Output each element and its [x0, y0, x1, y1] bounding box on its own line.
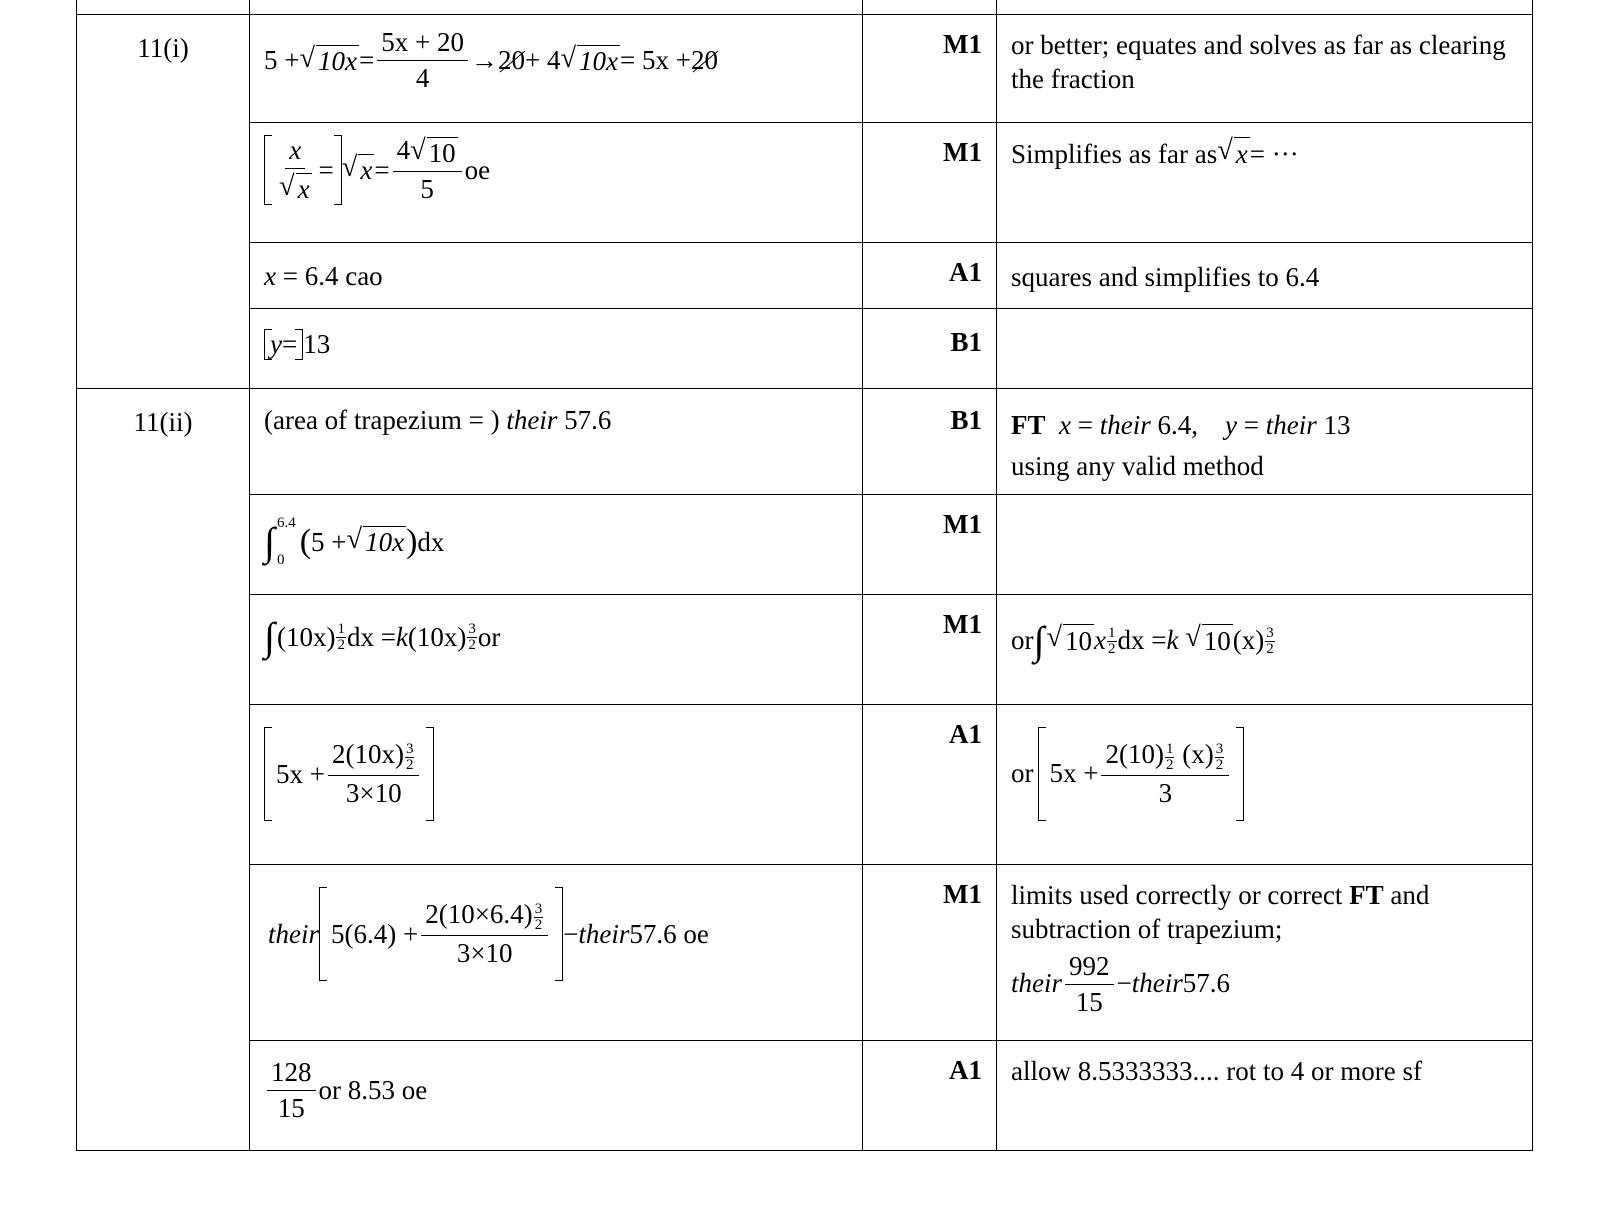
answer-text: 5(6.4) + — [331, 918, 419, 949]
table-row — [77, 309, 1533, 389]
table-row — [77, 0, 1533, 15]
exponent-numerator: 1 — [1108, 624, 1116, 641]
answer-text: or — [477, 621, 501, 652]
answer-text: 5 + — [311, 526, 347, 557]
answer-cell — [250, 595, 863, 705]
guidance-text: subtraction of trapezium; — [1011, 913, 1283, 944]
guidance-text: 13 — [1316, 410, 1351, 440]
fraction-denominator: 15 — [277, 1093, 305, 1124]
fraction-numerator: 2(10×6.4) — [425, 899, 533, 929]
table-row — [77, 495, 1533, 595]
guidance-cell — [997, 389, 1533, 495]
fraction-numerator: 2(10x) — [331, 739, 404, 769]
exponent-denominator: 2 — [1108, 640, 1116, 657]
guidance-text: or — [1011, 758, 1034, 789]
table-row — [77, 865, 1533, 1041]
sqrt-term: 10 — [1202, 624, 1233, 659]
answer-text: − — [563, 918, 579, 949]
guidance-text: allow 8.5333333.... rot to 4 or more sf — [997, 1041, 1533, 1151]
answer-cell — [250, 1041, 863, 1151]
guidance-text: = — [1236, 410, 1266, 440]
guidance-text: k — [1166, 625, 1179, 656]
fraction-denominator: 15 — [1075, 986, 1103, 1017]
answer-text: = — [359, 45, 375, 76]
guidance-text: (x) — [1232, 625, 1265, 656]
fraction-numerator: 992 — [1065, 951, 1114, 985]
answer-cell — [250, 309, 863, 389]
mark-code: M1 — [863, 865, 997, 1041]
answer-text: ( — [299, 523, 312, 560]
guidance-text: = ··· — [1249, 138, 1299, 169]
guidance-text: x — [1059, 410, 1071, 440]
answer-text: x — [264, 261, 276, 291]
guidance-cell — [997, 865, 1533, 1041]
sqrt-term: x — [360, 155, 373, 186]
answer-text: = 5x + — [620, 45, 691, 76]
guidance-text: their — [1265, 410, 1317, 440]
guidance-text: FT — [1349, 880, 1384, 910]
exponent-denominator: 2 — [1165, 757, 1174, 773]
arrow-icon: → — [471, 45, 498, 76]
answer-cell: x √ x = √ x = 4 √ 10 5 oe — [250, 123, 863, 243]
guidance-text: x — [1094, 625, 1107, 656]
integral-upper-limit: 6.4 — [276, 515, 296, 531]
guidance-text: squares and simplifies to 6.4 — [997, 243, 1533, 309]
answer-text: (10x) — [407, 621, 467, 652]
table-row — [77, 243, 1533, 309]
sqrt-term: x — [297, 174, 310, 205]
sqrt-term: 10x — [318, 45, 358, 76]
exponent-denominator: 2 — [468, 636, 476, 653]
exponent-denominator: 2 — [534, 917, 543, 933]
answer-cell: ∫ 6.4 0 ( 5 + √ 10x ) dx — [250, 495, 863, 595]
guidance-text: Simplifies as far as — [1011, 138, 1218, 169]
fraction-numerator: 5x + 20 — [377, 27, 468, 61]
guidance-text: − — [1116, 968, 1132, 999]
integral-lower-limit: 0 — [276, 552, 285, 568]
answer-text: + 4 — [525, 45, 561, 76]
exponent-numerator: 1 — [337, 620, 345, 637]
answer-text: dx — [417, 526, 445, 557]
exponent-numerator: 3 — [534, 901, 543, 917]
fraction-numerator: 128 — [267, 1057, 316, 1091]
guidance-text: using any valid method — [1011, 450, 1264, 481]
answer-text: 57.6 oe — [629, 918, 709, 949]
fraction-denominator: 4 — [415, 63, 430, 94]
answer-text: 13 — [303, 329, 331, 359]
answer-text: their — [268, 918, 319, 949]
guidance-text: or — [1011, 625, 1034, 656]
guidance-text: 6.4, — [1150, 410, 1198, 440]
optional-bracket: x √ x = — [264, 135, 342, 205]
guidance-text: y — [1224, 410, 1237, 440]
answer-text: y — [270, 329, 282, 359]
table-row — [77, 15, 1533, 123]
integral-icon: ∫ — [1033, 618, 1045, 663]
guidance-text: dx = — [1117, 625, 1167, 656]
guidance-cell: Simplifies as far as √ x = ··· — [997, 123, 1533, 243]
answer-text: = — [281, 329, 298, 359]
exponent-numerator: 3 — [1266, 624, 1274, 641]
guidance-text: limits used correctly or correct — [1011, 880, 1350, 910]
exponent-denominator: 2 — [405, 757, 414, 773]
answer-cell — [250, 705, 863, 865]
answer-text: 57.6 — [557, 405, 612, 435]
answer-text: oe — [464, 154, 491, 185]
answer-text: their — [506, 405, 558, 435]
guidance-text: and — [1383, 880, 1430, 910]
integral-icon: ∫ — [264, 614, 275, 659]
sqrt-term: 10x — [579, 45, 619, 76]
table-row — [77, 595, 1533, 705]
sqrt-term: 10 — [1063, 624, 1094, 659]
exponent-denominator: 2 — [1215, 757, 1224, 773]
integral-icon: ∫ — [264, 519, 275, 564]
guidance-text: FT — [1011, 410, 1046, 440]
answer-text: (area of trapezium = ) — [264, 405, 507, 435]
answer-text: or 8.53 oe — [318, 1075, 428, 1106]
answer-cell — [250, 865, 863, 1041]
guidance-text: = — [1071, 410, 1100, 440]
answer-text: (10x) — [276, 621, 336, 652]
table-row — [77, 705, 1533, 865]
answer-text: = 6.4 cao — [275, 261, 383, 291]
table-row — [77, 389, 1533, 495]
answer-text: = — [374, 154, 390, 185]
exponent-denominator: 2 — [1266, 640, 1274, 657]
guidance-text: 57.6 — [1182, 968, 1230, 999]
guidance-text: or better; equates and solves as far as clearing the fraction — [997, 15, 1533, 123]
sqrt-term: 10x — [365, 527, 405, 557]
answer-text: k — [395, 621, 408, 652]
answer-text: dx = — [346, 621, 396, 652]
mark-code: A1 — [863, 1041, 997, 1151]
guidance-cell — [997, 705, 1533, 865]
fraction-numerator: (x) — [1175, 739, 1214, 769]
answer-text: 4 — [396, 135, 411, 165]
sqrt-term: 10 — [428, 138, 456, 168]
answer-cell: 5 + √ 10x = $\frac{5x + 20}{4}$ → 20 + 4 √ 10x = 5x + 20 — [250, 15, 863, 123]
mark-scheme-table — [76, 0, 1533, 1151]
exponent-numerator: 1 — [1165, 741, 1174, 757]
fraction-denominator: 3×10 — [456, 938, 513, 968]
mark-code: B1 — [863, 309, 997, 389]
mark-code: B1 — [863, 389, 997, 495]
guidance-text: 5x + — [1049, 758, 1099, 789]
mark-code: A1 — [863, 243, 997, 309]
guidance-text: their — [1099, 410, 1151, 440]
mark-code: M1 — [863, 495, 997, 595]
mark-code: A1 — [863, 705, 997, 865]
fraction-denominator: 5 — [420, 174, 434, 205]
exponent-numerator: 3 — [468, 620, 476, 637]
answer-cell — [250, 243, 863, 309]
mark-code: M1 — [863, 15, 997, 123]
sqrt-term: x — [1234, 137, 1250, 172]
guidance-text: their — [1011, 968, 1062, 999]
mark-code: M1 — [863, 595, 997, 705]
fraction-denominator: 3×10 — [345, 778, 402, 808]
guidance-text: their — [1131, 968, 1183, 999]
struck-term: 20 — [691, 45, 718, 76]
answer-text: their — [578, 918, 630, 949]
fraction-numerator: x — [285, 135, 305, 169]
answer-text: ) — [406, 523, 418, 560]
mark-code: M1 — [863, 123, 997, 243]
fraction-denominator: 3 — [1158, 778, 1173, 808]
question-number: 11(ii) — [77, 389, 250, 1151]
answer-text: = — [318, 154, 334, 185]
table-row — [77, 1041, 1533, 1151]
exponent-numerator: 3 — [405, 741, 414, 757]
exponent-numerator: 3 — [1215, 741, 1224, 757]
struck-term: 20 — [498, 45, 525, 76]
guidance-cell: or ∫ √ 10 x $\frac{1}{2}$ dx = k √ 10 (x) $\frac{3}{2}$ — [997, 595, 1533, 705]
question-number: 11(i) — [77, 15, 250, 389]
answer-text: 5 + — [264, 45, 300, 76]
answer-cell — [250, 389, 863, 495]
exponent-denominator: 2 — [337, 636, 345, 653]
table-row — [77, 123, 1533, 243]
answer-text: 5x + — [276, 758, 325, 789]
fraction-numerator: 2(10) — [1105, 739, 1164, 769]
